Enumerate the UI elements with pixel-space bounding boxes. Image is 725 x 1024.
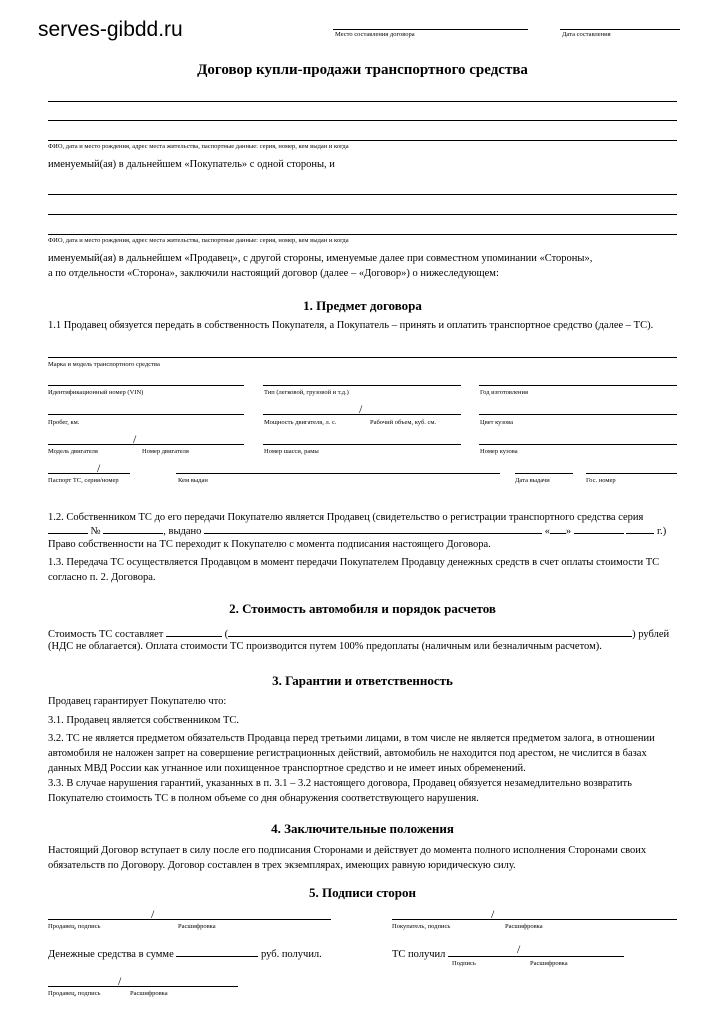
fill-line bbox=[479, 444, 677, 445]
clause-3-2: 3.2. ТС не является предметом обязательств Продавца перед третьими лицами, в том числе не является предметом залога, в отношении автомобиля не наложен запрет на совершение регистрационных действий, автомобиль не находится под арестом, не числится в базах данных МВД России как угнанное или похищенное транспортное средство и не имеет иных обременений. bbox=[48, 733, 655, 774]
date-caption: Дата составления bbox=[562, 31, 611, 38]
slash-separator: / bbox=[517, 942, 521, 956]
place-line bbox=[333, 29, 528, 30]
date-line bbox=[560, 29, 680, 30]
decoding-caption: Расшифровка bbox=[530, 960, 568, 967]
document-title: Договор купли-продажи транспортного средства bbox=[197, 62, 528, 78]
fill-line bbox=[48, 473, 130, 474]
slash-separator: / bbox=[118, 974, 122, 988]
fill-line bbox=[48, 357, 677, 358]
seller-decoding-caption: Расшифровка bbox=[178, 923, 216, 930]
clause-3-1: 3.1. Продавец является собственником ТС. bbox=[48, 715, 240, 726]
seller-decoding-caption: Расшифровка bbox=[130, 990, 168, 997]
fill-line bbox=[515, 473, 573, 474]
seller-signature-caption: Продавец, подпись bbox=[48, 923, 101, 930]
field-caption: Мощность двигателя, л. с. bbox=[264, 419, 337, 426]
fill-line bbox=[48, 385, 244, 386]
clause-3-3: 3.3. В случае нарушения гарантий, указанных в п. 3.1 – 3.2 настоящего договора, Продавец обязуется незамедлительно возвратить Покупателю стоимость ТС в полном объеме со дня обнаружения соответствующего нарушения. bbox=[48, 778, 632, 804]
seller-intro-line1: именуемый(ая) в дальнейшем «Продавец», с другой стороны, именуемые далее при совместном упоминании «Стороны», bbox=[48, 253, 593, 264]
buyer-intro: именуемый(ая) в дальнейшем «Покупатель» с одной стороны, и bbox=[48, 159, 335, 170]
fill-line bbox=[176, 473, 500, 474]
section-5-heading: 5. Подписи сторон bbox=[308, 885, 416, 900]
field-caption: Марка и модель транспортного средства bbox=[48, 361, 160, 368]
fill-line bbox=[479, 385, 677, 386]
field-caption: Дата выдачи bbox=[515, 477, 550, 484]
fill-line bbox=[479, 414, 677, 415]
final-provisions: Настоящий Договор вступает в силу после его подписания Сторонами и действует до момента полного исполнения Сторонами своих обязательств по Договору. Договор составлен в трех экземплярах, имеющих равную юридическую силу. bbox=[48, 845, 647, 871]
fill-line bbox=[48, 214, 677, 215]
field-caption: Гос. номер bbox=[586, 477, 616, 484]
signature-line bbox=[48, 919, 331, 920]
section-1-heading: 1. Предмет договора bbox=[303, 298, 422, 313]
place-caption: Место составления договора bbox=[335, 31, 415, 38]
fill-line bbox=[48, 414, 244, 415]
fio-caption: ФИО, дата и место рождения, адрес места жительства, паспортные данные: серия, номер, кем выдан и когда bbox=[48, 143, 349, 150]
price-line: Стоимость ТС составляет ( ) рублей bbox=[48, 626, 669, 642]
clause-1-2-fill: № , выдано « » г.) bbox=[48, 523, 666, 539]
seller-signature-caption: Продавец, подпись bbox=[48, 990, 101, 997]
field-caption: Тип (легковой, грузовой и т.д.) bbox=[264, 389, 349, 396]
signature-line bbox=[392, 919, 677, 920]
slash-separator: / bbox=[491, 907, 495, 921]
field-caption: Год изготовления bbox=[480, 389, 528, 396]
slash-separator: / bbox=[133, 432, 137, 446]
price-terms: (НДС не облагается). Оплата стоимости ТС производится путем 100% предоплаты (наличным или безналичным расчетом). bbox=[48, 641, 602, 652]
section-4-heading: 4. Заключительные положения bbox=[271, 821, 454, 836]
field-caption: Номер двигателя bbox=[142, 448, 189, 455]
fill-line bbox=[48, 234, 677, 235]
field-caption: Пробег, км. bbox=[48, 419, 80, 426]
clause-1-2-ownership: Право собственности на ТС переходит к Покупателю с момента подписания настоящего Договора. bbox=[48, 539, 491, 550]
clause-1-3: 1.3. Передача ТС осуществляется Продавцом в момент передачи Покупателем Продавцу денежных средств в счет оплаты стоимости ТС согласно п. 2. Договора. bbox=[48, 557, 660, 583]
fill-line bbox=[48, 444, 244, 445]
signature-caption: Подпись bbox=[452, 960, 476, 967]
field-caption: Номер шасси, рамы bbox=[264, 448, 319, 455]
section-2-heading: 2. Стоимость автомобиля и порядок расчетов bbox=[229, 601, 496, 616]
fill-line bbox=[48, 140, 677, 141]
slash-separator: / bbox=[359, 402, 363, 416]
money-received: Денежные средства в сумме руб. получил. bbox=[48, 946, 322, 962]
field-caption: Цвет кузова bbox=[480, 419, 514, 426]
seller-intro-line2: а по отдельности «Сторона», заключили настоящий договор (далее – «Договор») о нижеследующем: bbox=[48, 268, 499, 279]
clause-1-1: 1.1 Продавец обязуется передать в собственность Покупателя, а Покупатель – принять и оплатить транспортное средство (далее – ТС). bbox=[48, 320, 654, 331]
field-caption: Кем выдан bbox=[178, 477, 208, 484]
fill-line bbox=[48, 101, 677, 102]
buyer-signature-caption: Покупатель, подпись bbox=[392, 923, 451, 930]
buyer-decoding-caption: Расшифровка bbox=[505, 923, 543, 930]
slash-separator: / bbox=[97, 461, 101, 475]
fio-caption: ФИО, дата и место рождения, адрес места жительства, паспортные данные: серия, номер, кем выдан и когда bbox=[48, 237, 349, 244]
field-caption: Идентификационный номер (VIN) bbox=[48, 389, 144, 396]
field-caption: Номер кузова bbox=[480, 448, 518, 455]
fill-line bbox=[263, 385, 461, 386]
field-caption: Рабочий объем, куб. см. bbox=[370, 419, 437, 426]
fill-line bbox=[263, 444, 461, 445]
fill-line bbox=[586, 473, 677, 474]
field-caption: Модель двигателя bbox=[48, 448, 98, 455]
slash-separator: / bbox=[151, 907, 155, 921]
guarantee-intro: Продавец гарантирует Покупателю что: bbox=[48, 696, 227, 707]
fill-line bbox=[48, 120, 677, 121]
field-caption: Паспорт ТС, серия/номер bbox=[48, 477, 119, 484]
signature-line bbox=[48, 986, 238, 987]
clause-1-2: 1.2. Собственником ТС до его передачи Покупателю является Продавец (свидетельство о регистрации транспортного средства серия bbox=[48, 512, 644, 523]
section-3-heading: 3. Гарантии и ответственность bbox=[272, 673, 453, 688]
ts-received: ТС получил bbox=[392, 946, 624, 962]
fill-line bbox=[48, 194, 677, 195]
site-logo: serves-gibdd.ru bbox=[38, 18, 183, 41]
